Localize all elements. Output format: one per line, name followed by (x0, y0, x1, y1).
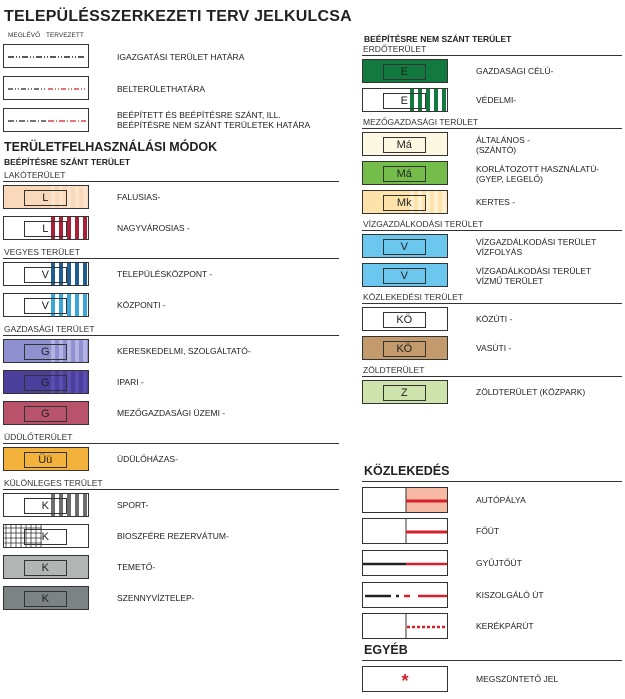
section-title: VÍZGAZDÁLKODÁSI TERÜLET (363, 219, 484, 229)
built-title: BEÉPÍTÉSRE SZÁNT TERÜLET (4, 157, 131, 167)
legend-label: SZENNYVÍZTELEP- (117, 593, 195, 603)
stripe (67, 294, 71, 317)
transport-swatch-cycle (362, 613, 448, 639)
legend-label: KERTES - (476, 197, 516, 207)
transport-label-main: FŐÚT (476, 526, 500, 536)
stripe (75, 186, 79, 209)
legend-swatch (3, 401, 89, 425)
legend-swatch (362, 190, 448, 214)
swatch-code: Má (383, 166, 426, 182)
section-rule (362, 303, 622, 304)
stripe (75, 217, 79, 240)
legend-label-secondary: (SZÁNTÓ) (476, 145, 517, 155)
legend-label: VÍZGADÁLKODÁSI TERÜLET (476, 266, 592, 276)
transport-label-cycle: KERÉKPÁRÚT (476, 621, 534, 631)
legend-label: ÁLTALÁNOS - (476, 135, 531, 145)
swatch-code: K (24, 529, 67, 545)
swatch-code: V (383, 268, 426, 284)
legend-label: FALUSIAS- (117, 192, 161, 202)
stripe (67, 186, 71, 209)
swatch-code: V (24, 298, 67, 314)
stripe (442, 191, 446, 214)
legend-label: KERESKEDELMI, SZOLGÁLTATÓ- (117, 346, 251, 356)
section-title: KÜLÖNLEGES TERÜLET (4, 478, 103, 488)
stripe (75, 263, 79, 286)
transport-swatch-motorway (362, 487, 448, 513)
stripe (67, 263, 71, 286)
legend-label: IPARI - (117, 377, 144, 387)
existing-header: MEGLÉVŐ (8, 32, 41, 39)
section-rule (3, 335, 339, 336)
boundary-swatch-built (3, 108, 89, 132)
legend-label: KÖZPONTI - (117, 300, 166, 310)
legend-label: SPORT- (117, 500, 149, 510)
legend-swatch (3, 262, 89, 286)
legend-label: TELEPÜLÉSKÖZPONT - (117, 269, 213, 279)
legend-swatch (362, 59, 448, 83)
nonbuilt-title: BEÉPÍTÉSRE NEM SZÁNT TERÜLET (364, 34, 512, 44)
section-rule (3, 489, 339, 490)
stripe (434, 89, 438, 112)
boundary-swatch-inner (3, 76, 89, 100)
section-title: ÜDÜLŐTERÜLET (4, 432, 73, 442)
legend-label-secondary: (GYEP, LEGELŐ) (476, 174, 543, 184)
swatch-code: L (24, 221, 67, 237)
section-rule (362, 128, 622, 129)
legend-label: VÍZGAZDÁLKODÁSI TERÜLET (476, 237, 597, 247)
legend-label: GAZDASÁGI CÉLÚ- (476, 66, 554, 76)
legend-label: TEMETŐ- (117, 562, 156, 572)
legend-label-secondary: VÍZMŰ TERÜLET (476, 276, 544, 286)
stripe (67, 217, 71, 240)
swatch-code: Má (383, 137, 426, 153)
legend-label: ZÖLDTERÜLET (KÖZPARK) (476, 387, 586, 397)
section-title: LAKÓTERÜLET (4, 170, 66, 180)
stripe (67, 371, 71, 394)
legend-swatch (362, 263, 448, 287)
other-rule (362, 660, 622, 661)
swatch-code: KÖ (383, 341, 426, 357)
stripe (426, 191, 430, 214)
legend-swatch (362, 88, 448, 112)
legend-label: MEZŐGAZDASÁGI ÜZEMI - (117, 408, 226, 418)
legend-label: BIOSZFÉRE REZERVÁTUM- (117, 531, 229, 541)
legend-swatch (362, 234, 448, 258)
transport-title: KÖZLEKEDÉS (364, 464, 450, 478)
legend-label: VASÚTI - (476, 343, 512, 353)
section-rule (362, 376, 622, 377)
swatch-code: V (383, 239, 426, 255)
stripe (75, 371, 79, 394)
stripe (426, 89, 430, 112)
legend-swatch (3, 586, 89, 610)
section-title: VEGYES TERÜLET (4, 247, 80, 257)
section-rule (362, 55, 622, 56)
legend-swatch (3, 493, 89, 517)
legend-label-secondary: VÍZFOLYÁS (476, 247, 523, 257)
section-title: ERDŐTERÜLET (363, 44, 427, 54)
landuse-title: TERÜLETFELHASZNÁLÁSI MÓDOK (4, 140, 218, 154)
swatch-code: G (24, 375, 67, 391)
legend-label: KÖZÚTI - (476, 314, 513, 324)
legend-swatch (3, 216, 89, 240)
swatch-code: V (24, 267, 67, 283)
section-title: KÖZLEKEDÉSI TERÜLET (363, 292, 463, 302)
stripe (83, 263, 87, 286)
section-rule (362, 230, 622, 231)
legend-label: KORLÁTOZOTT HASZNÁLATÚ- (476, 164, 600, 174)
legend-swatch (3, 370, 89, 394)
stripe (67, 340, 71, 363)
legend-swatch (3, 185, 89, 209)
legend-swatch (3, 339, 89, 363)
section-title: GAZDASÁGI TERÜLET (4, 324, 95, 334)
boundary-swatch-admin (3, 44, 89, 68)
stripe (83, 494, 87, 517)
transport-rule (362, 481, 622, 482)
stripe (83, 371, 87, 394)
transport-label-motorway: AUTÓPÁLYA (476, 495, 526, 505)
legend-label: VÉDELMI- (476, 95, 517, 105)
boundary-label-built: BEÉPÍTETT ÉS BEÉPÍTÉSRE SZÁNT, ILL. (117, 110, 281, 120)
stripe (83, 340, 87, 363)
swatch-code: K (24, 560, 67, 576)
stripe (75, 494, 79, 517)
legend-swatch (362, 132, 448, 156)
other-title: EGYÉB (364, 643, 408, 657)
legend-swatch (3, 447, 89, 471)
legend-label: NAGYVÁROSIAS - (117, 223, 190, 233)
boundary-label-inner: BELTERÜLETHATÁRA (117, 84, 206, 94)
section-rule (3, 181, 339, 182)
swatch-code: Üü (24, 452, 67, 468)
legend-swatch (362, 307, 448, 331)
stripe (83, 217, 87, 240)
stripe (83, 186, 87, 209)
legend-swatch (362, 380, 448, 404)
asterisk-icon: * (401, 671, 409, 691)
other-label-cancel: MEGSZÜNTETŐ JEL (476, 674, 559, 684)
planned-header: TERVEZETT (46, 32, 84, 39)
transport-label-collector: GYŰJTŐÚT (476, 558, 522, 568)
swatch-code: KÖ (383, 312, 426, 328)
swatch-code: K (24, 591, 67, 607)
section-rule (3, 258, 339, 259)
stripe (442, 89, 446, 112)
transport-swatch-main (362, 518, 448, 544)
swatch-code: L (24, 190, 67, 206)
legend-swatch (362, 336, 448, 360)
swatch-code: E (383, 93, 426, 109)
transport-label-service: KISZOLGÁLÓ ÚT (476, 590, 544, 600)
stripe (83, 294, 87, 317)
legend-swatch (3, 555, 89, 579)
section-title: ZÖLDTERÜLET (363, 365, 425, 375)
stripe (67, 494, 71, 517)
swatch-code: Z (383, 385, 426, 401)
swatch-code: G (24, 344, 67, 360)
boundary-label-admin: IGAZGATÁSI TERÜLET HATÁRA (117, 52, 245, 62)
stripe (434, 191, 438, 214)
swatch-code: Mk (383, 195, 426, 211)
section-rule (3, 443, 339, 444)
legend-title: TELEPÜLÉSSZERKEZETI TERV JELKULCSA (4, 8, 352, 25)
transport-swatch-collector (362, 550, 448, 576)
legend-swatch (362, 161, 448, 185)
legend-swatch (3, 524, 89, 548)
stripe (75, 340, 79, 363)
boundary-label-built-2: BEÉPÍTÉSRE NEM SZÁNT TERÜLETEK HATÁRA (117, 120, 311, 130)
swatch-code: G (24, 406, 67, 422)
other-swatch-cancel (362, 666, 448, 692)
stripe (75, 294, 79, 317)
legend-swatch (3, 293, 89, 317)
swatch-code: K (24, 498, 67, 514)
swatch-code: E (383, 64, 426, 80)
section-title: MEZŐGAZDASÁGI TERÜLET (363, 117, 479, 127)
legend-label: ÜDÜLŐHÁZAS- (117, 454, 178, 464)
transport-swatch-service (362, 582, 448, 608)
